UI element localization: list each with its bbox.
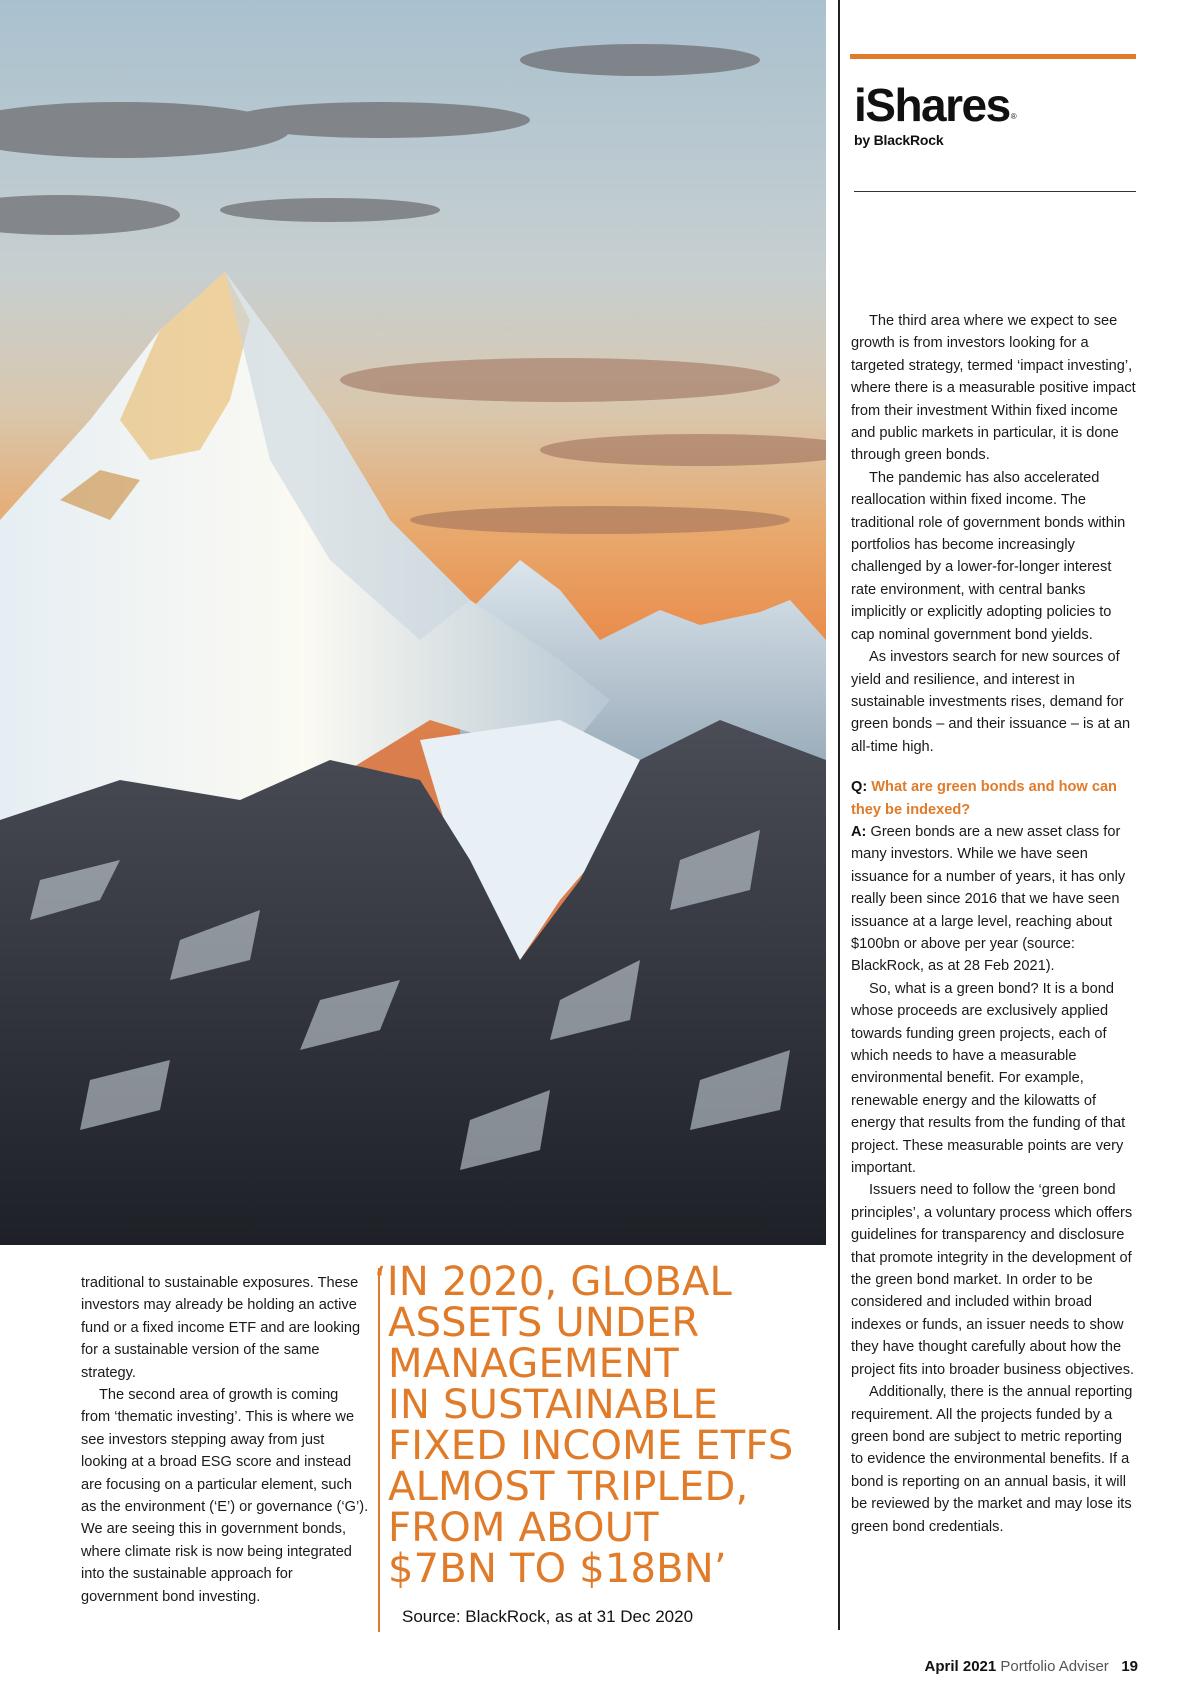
pull-quote-line: ALMOST TRIPLED,: [388, 1464, 749, 1510]
body-paragraph: Issuers need to follow the ‘green bond principles’, a voluntary process which offers guidelines for transparency and disclosure that promote integrity in the development of the green bond market. In order to be considered and included within broad indexes or funds, an issuer needs to show they have thought carefully about how the project fits into broader business objectives.: [851, 1182, 1135, 1378]
pull-quote-line: $7BN TO $18BN’: [388, 1546, 727, 1592]
page-number: 19: [1121, 1658, 1138, 1675]
column-divider: [838, 0, 840, 1630]
logo-wordmark: iShares: [854, 79, 1010, 131]
ishares-logo: [854, 79, 1054, 162]
header-rule: [854, 191, 1136, 192]
logo-registered-mark: ®: [1010, 112, 1016, 121]
pull-quote-line: FIXED INCOME ETFS: [388, 1423, 794, 1469]
right-column: [851, 310, 1137, 1538]
logo-byline: by BlackRock: [854, 132, 944, 148]
pull-quote: [374, 1259, 818, 1592]
pull-quote-line: MANAGEMENT: [388, 1341, 679, 1387]
body-paragraph: As investors search for new sources of yield and resilience, and interest in sustainable investments rises, demand for green bonds – and their issuance – is at an all-time high.: [851, 649, 1131, 755]
page-footer: [925, 1658, 1138, 1675]
footer-issue: April 2021: [924, 1658, 997, 1675]
answer: [851, 821, 1137, 978]
body-paragraph: So, what is a green bond? It is a bond whose proceeds are exclusively applied towards funding green projects, each of which needs to have a measurable environmental benefit. For example, renewable energy and the kilowatts of energy that results from the funding of that project. These measurable points are very important.: [851, 980, 1126, 1177]
accent-rule: [850, 54, 1136, 59]
pull-quote-line: IN SUSTAINABLE: [388, 1382, 719, 1428]
body-paragraph: traditional to sustainable exposures. These investors may already be holding an active fund or a fixed income ETF and are looking for a sustainable version of the same strategy.: [81, 1275, 361, 1381]
body-paragraph: The second area of growth is coming from ‘thematic investing’. This is where we see investors stepping away from just looking at a broad ESG score and instead are focusing on a particular element, such as the environment (‘E’) or governance (‘G’). We are seeing this in government bonds, where climate risk is now being integrated into the sustainable approach for government bond investing.: [81, 1387, 369, 1605]
pull-quote-source: Source: BlackRock, as at 31 Dec 2020: [402, 1607, 694, 1626]
question: [851, 776, 1137, 821]
question-label: Q:: [851, 779, 868, 796]
footer-publication: Portfolio Adviser: [1000, 1658, 1109, 1675]
body-paragraph: The third area where we expect to see growth is from investors looking for a targeted strategy, termed ‘impact investing’, where there is a measurable positive impact from their investment Within fixed income and public markets in particular, it is done through green bonds.: [851, 313, 1136, 464]
pull-quote-rule: [378, 1268, 380, 1632]
pull-quote-line: FROM ABOUT: [388, 1505, 659, 1551]
answer-label: A:: [851, 823, 867, 840]
pull-quote-line: ‘IN 2020, GLOBAL: [374, 1259, 733, 1305]
body-paragraph: Additionally, there is the annual reporting requirement. All the projects funded by a green bond are subject to metric reporting to evidence the environmental benefits. If a bond is reporting on an annual basis, it will be reviewed by the market and may lose its green bond credentials.: [851, 1384, 1133, 1535]
answer-text: Green bonds are a new asset class for many investors. While we have seen issuance for a number of years, it has only really been since 2016 that we have seen issuance at a large level, reaching about $100bn or above per year (source: BlackRock, as at 28 Feb 2021).: [851, 823, 1126, 975]
body-paragraph: The pandemic has also accelerated reallocation within fixed income. The traditional role of government bonds within portfolios has become increasingly challenged by a lower-for-longer interest rate environment, with central banks implicitly or explicitly adopting policies to cap nominal government bond yields.: [851, 469, 1126, 643]
left-column: [81, 1272, 371, 1608]
pull-quote-line: ASSETS UNDER: [388, 1300, 700, 1346]
question-text: What are green bonds and how can they be indexed?: [851, 779, 1117, 818]
